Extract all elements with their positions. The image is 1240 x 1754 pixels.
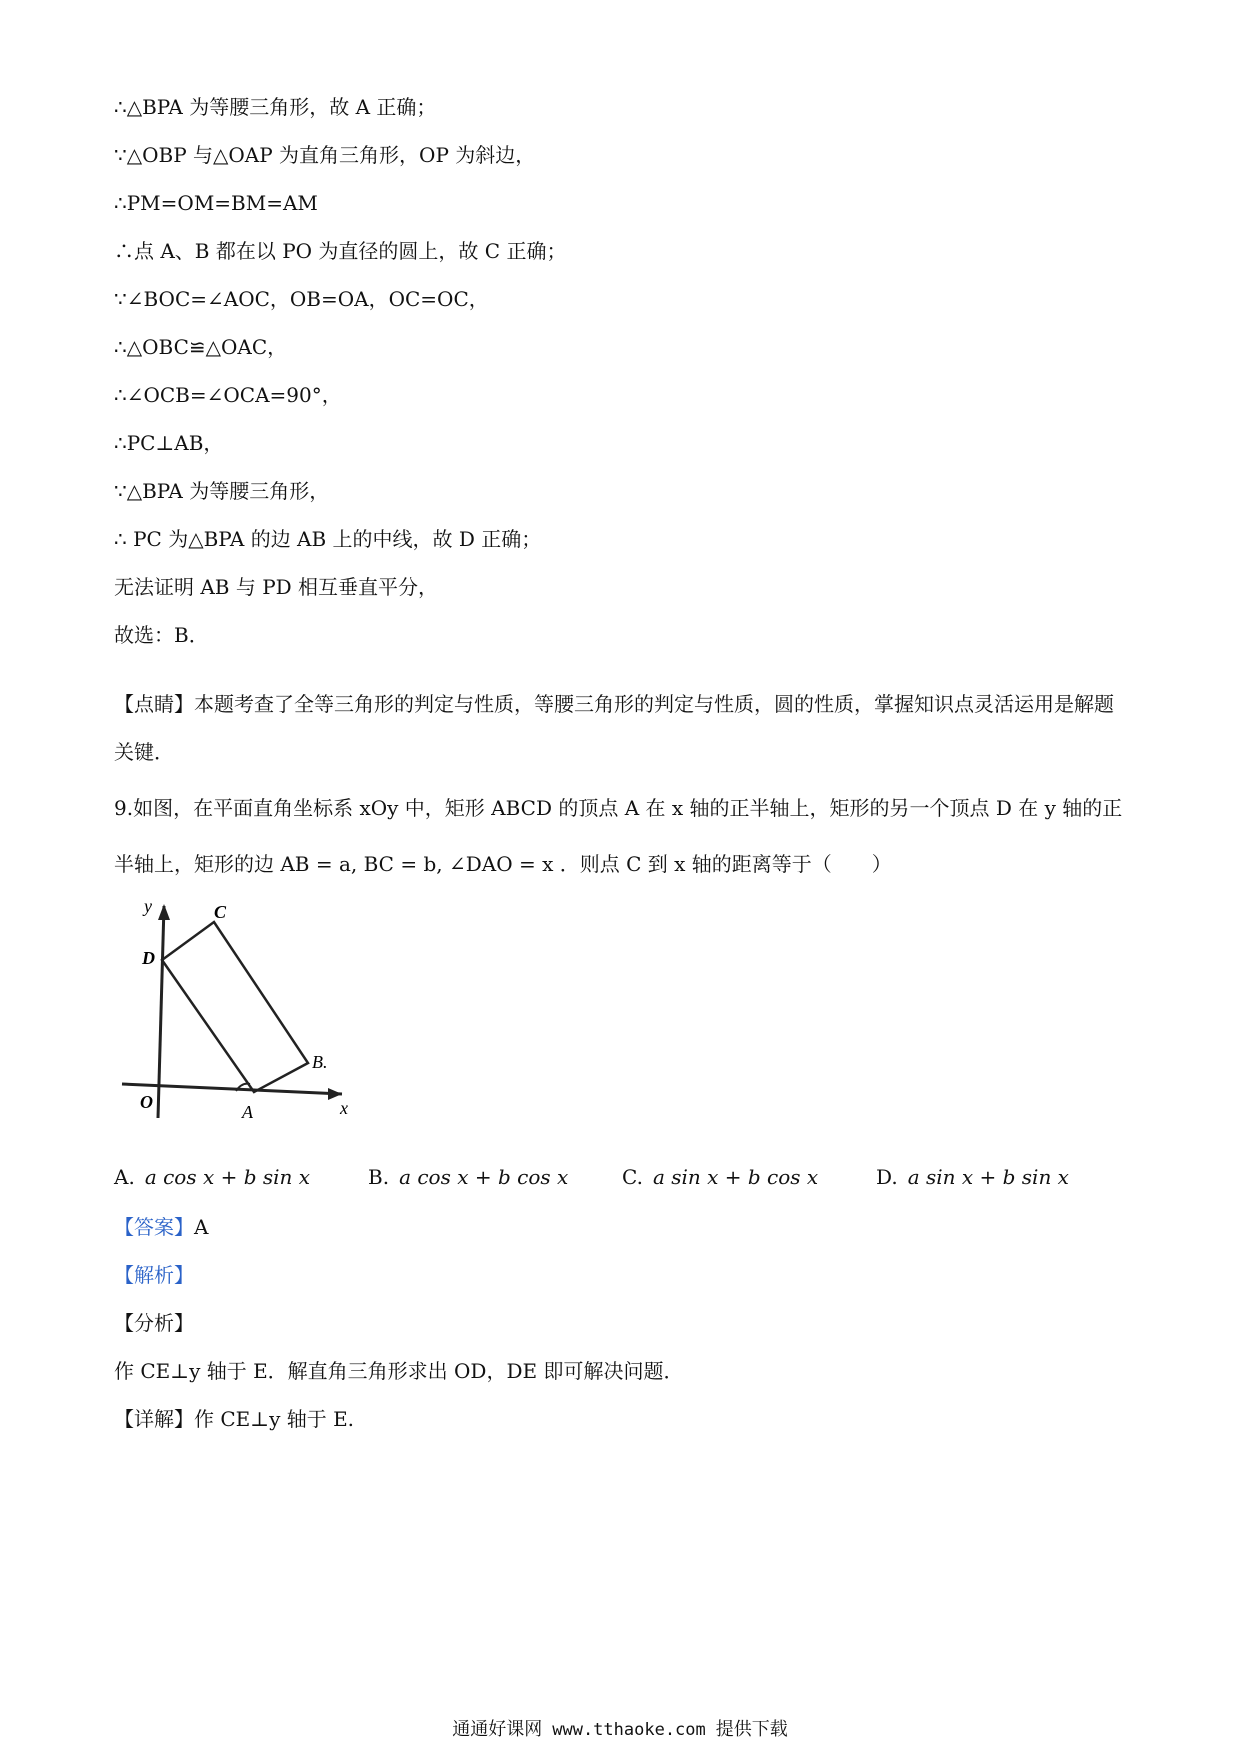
proof-line-6: ∴△OBC≌△OAC， bbox=[114, 335, 288, 359]
fenxi-tag-line: 【分析】 bbox=[114, 1311, 194, 1335]
comment-paragraph: 【点睛】本题考查了全等三角形的判定与性质，等腰三角形的判定与性质，圆的性质，掌握知识点灵活运用是解题关键． bbox=[114, 692, 1114, 764]
page-footer bbox=[0, 1716, 1240, 1744]
option-c-expr: a sin x + b cos x bbox=[652, 1165, 819, 1189]
question-9-figure bbox=[118, 898, 388, 1134]
proof-line-9: ∵△BPA 为等腰三角形， bbox=[114, 479, 330, 503]
option-d-expr: a sin x + b sin x bbox=[907, 1165, 1069, 1189]
answer-tag: 【答案】 bbox=[114, 1215, 194, 1239]
proof-line-8: ∴PC⊥AB， bbox=[114, 431, 224, 455]
option-a[interactable] bbox=[114, 1162, 310, 1192]
proof-line-10: ∴ PC 为△BPA 的边 AB 上的中线，故 D 正确； bbox=[114, 527, 542, 551]
proof-line-3: ∴PM=OM=BM=AM bbox=[114, 191, 318, 215]
question-9-text: 9.如图，在平面直角坐标系 xOy 中，矩形 ABCD 的顶点 A 在 x 轴的正半轴上，矩形的另一个顶点 D 在 y 轴的正半轴上，矩形的边 AB = a, BC = b, ∠DAO = x ．则点 C 到 x 轴的距离等于（ ） bbox=[114, 796, 1123, 876]
label-c: C bbox=[214, 902, 227, 922]
option-c[interactable] bbox=[622, 1162, 818, 1192]
option-a-expr: a cos x + b sin x bbox=[144, 1165, 311, 1189]
proof-line-7: ∴∠OCB=∠OCA=90°， bbox=[114, 383, 342, 407]
label-b: B. bbox=[312, 1052, 328, 1072]
option-b-letter: B. bbox=[368, 1165, 390, 1189]
option-d[interactable] bbox=[876, 1162, 1069, 1192]
label-y: y bbox=[144, 898, 152, 916]
analysis-line bbox=[114, 1260, 194, 1290]
rectangle-abcd bbox=[162, 922, 308, 1092]
rectangle-coordinate-diagram bbox=[118, 898, 388, 1134]
detail-line bbox=[114, 1404, 354, 1434]
proof-line-2: ∵△OBP 与△OAP 为直角三角形，OP 为斜边， bbox=[114, 143, 536, 167]
y-axis-arrow bbox=[158, 904, 170, 920]
label-a: A bbox=[242, 1102, 253, 1122]
answer-line bbox=[114, 1212, 208, 1242]
detail-tag: 【详解】 bbox=[114, 1407, 194, 1431]
proof-line-5: ∵∠BOC=∠AOC，OB=OA，OC=OC， bbox=[114, 287, 489, 311]
fenxi-text: 作 CE⊥y 轴于 E．解直角三角形求出 OD，DE 即可解决问题． bbox=[114, 1359, 684, 1383]
label-d: D bbox=[142, 948, 155, 968]
proof-line-11: 无法证明 AB 与 PD 相互垂直平分， bbox=[114, 575, 439, 599]
proof-line-12: 故选：B． bbox=[114, 623, 209, 647]
option-d-letter: D. bbox=[876, 1165, 898, 1189]
proof-line-4: ∴点 A、B 都在以 PO 为直径的圆上，故 C 正确； bbox=[114, 239, 567, 263]
label-x: x bbox=[340, 1098, 348, 1118]
proof-line-1: ∴△BPA 为等腰三角形，故 A 正确； bbox=[114, 95, 437, 119]
x-axis bbox=[122, 1084, 342, 1094]
detail-text: 作 CE⊥y 轴于 E. bbox=[194, 1407, 355, 1431]
footer-provide: 提供下载 bbox=[715, 1719, 788, 1740]
option-a-letter: A. bbox=[114, 1165, 135, 1189]
question-9-options bbox=[114, 1162, 1124, 1192]
option-b[interactable] bbox=[368, 1162, 568, 1192]
footer-site-name: 通通好课网 bbox=[452, 1719, 543, 1740]
label-o: O bbox=[140, 1092, 153, 1112]
footer-url[interactable]: www.tthaoke.com bbox=[552, 1720, 706, 1740]
option-c-letter: C. bbox=[622, 1165, 643, 1189]
option-b-expr: a cos x + b cos x bbox=[399, 1165, 569, 1189]
analysis-tag: 【解析】 bbox=[114, 1263, 194, 1287]
answer-value: A bbox=[194, 1215, 209, 1239]
